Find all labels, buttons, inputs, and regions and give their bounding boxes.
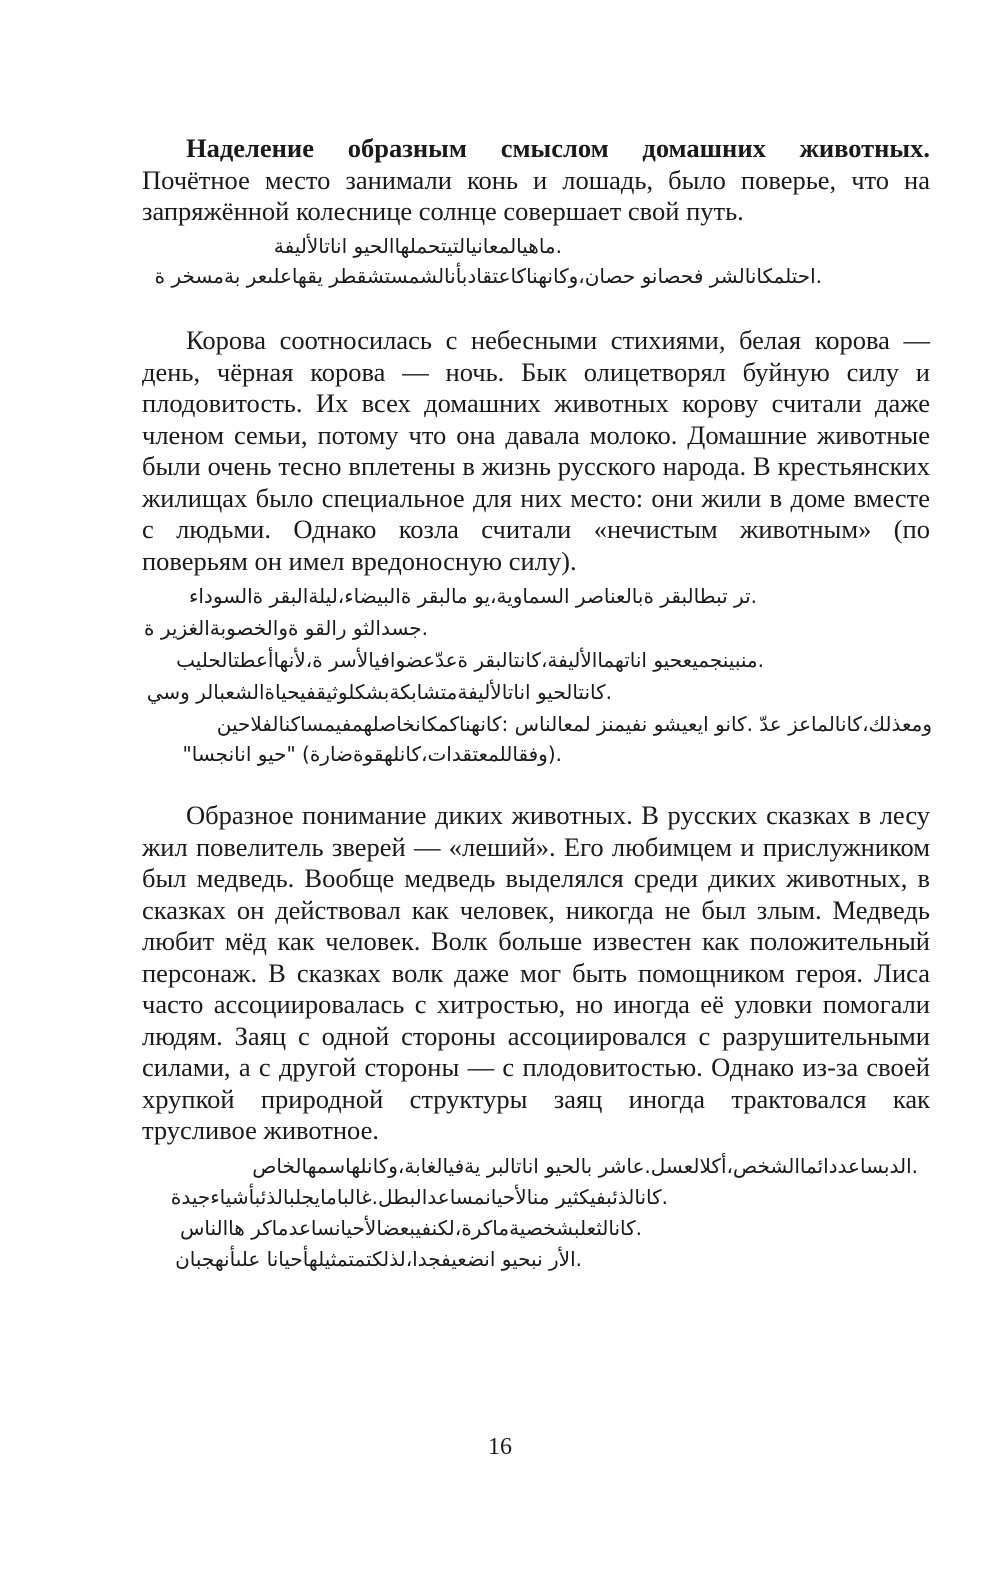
paragraph-body: Почётное место занимали конь и лошадь, было поверье, что на запряжённой колеснице солнце совершает свой путь. — [142, 164, 930, 226]
paragraph-cow: Корова соотносилась с небесными стихиями, белая корова — день, чёрная корова — ночь. Бык олицетворял буйную силу и плодовитость. Их всех домашних животных корову считали даже членом семьи, потому что она давала молоко. Домашние животные были очень тесно вплетены в жизнь русского народа. В крестьянских жилищах было специальное для них место: они жили в доме вместе с людьми. Однако козла считали «нечистым животным» (по поверьям он имел вредоносную силу). — [142, 325, 930, 576]
arabic-line: .احتلمكانالشر فحصانو حصان،وكانهناكاعتقادبأنالشمستشقطر يقهاعلىعر بةمسخر ة — [154, 264, 822, 288]
page-number: 16 — [488, 1434, 512, 1460]
arabic-line: .ماهيالمعانيالتيتحملهاالحيو اناتالأليفة — [273, 234, 562, 258]
arabic-line: .جسدالثو رالقو ةوالخصوبةالغزير ة — [144, 616, 428, 640]
arabic-line: .كانالثعلبشخصيةماكرة،لكنفيبعضالأحيانساعدماكر هاالناس — [179, 1216, 642, 1240]
paragraph-domestic-animals — [142, 133, 930, 228]
arabic-line: .كانتالحيو اناتالأليفةمتشابكةبشكلوثيقفيحياةالشعبالر وسي — [146, 680, 612, 704]
paragraph-wild-animals: Образное понимание диких животных. В русских сказках в лесу жил повелитель зверей — «леший». Его любимцем и прислужником был медведь. Вообще медведь выделялся среди диких животных, в сказках он действовал как человек, никогда не был злым. Медведь любит мёд как человек. Волк больше известен как положительный персонаж. В сказках волк даже мог быть помощником героя. Лиса часто ассоциировалась с хитростью, но иногда её уловки помогали людям. Заяц с одной стороны ассоциировался с разрушительными силами, а с другой стороны — с плодовитостью. Однако из-за своей хрупкой природной структуры заяц иногда трактовался как трусливое животное. — [142, 800, 930, 1145]
arabic-line: ومعذلك،كانالماعز عدّ .كانو ايعيشو نفيمنز لمعالناس :كانهناكمكانخاصلهمفيمساكنالفلاحين — [216, 712, 932, 736]
arabic-line: .(وفقاللمعتقدات،كانلهقوةضارة) "حيو انانجسا" — [182, 742, 562, 766]
arabic-line: .الدبساعددائماالشخص،أكلالعسل.عاشر بالحيو اناتالبر يةفيالغابة،وكانلهاسمهالخاص — [252, 1154, 918, 1178]
arabic-line: .الأر نبحيو انضعيفجدا،لذلكتمتمثيلهأحيانا علىأنهجبان — [175, 1247, 582, 1271]
arabic-line: .منبينجميعحيو اناتهماالأليفة،كانتالبقر ةعدّعضوافيالأسر ة،لأنهاأعطتالحليب — [176, 648, 764, 672]
arabic-line: .تر تبطالبقر ةبالعناصر السماوية،يو مالبقر ةالبيضاء،ليلةالبقر ةالسوداء — [188, 584, 757, 608]
paragraph-heading: Наделение образным смыслом домашних животных. — [186, 133, 930, 163]
arabic-line: .كانالذئبفيكثير منالأحيانمساعدالبطل.غالبامايجلبالذئبأشياءجيدة — [170, 1185, 668, 1209]
